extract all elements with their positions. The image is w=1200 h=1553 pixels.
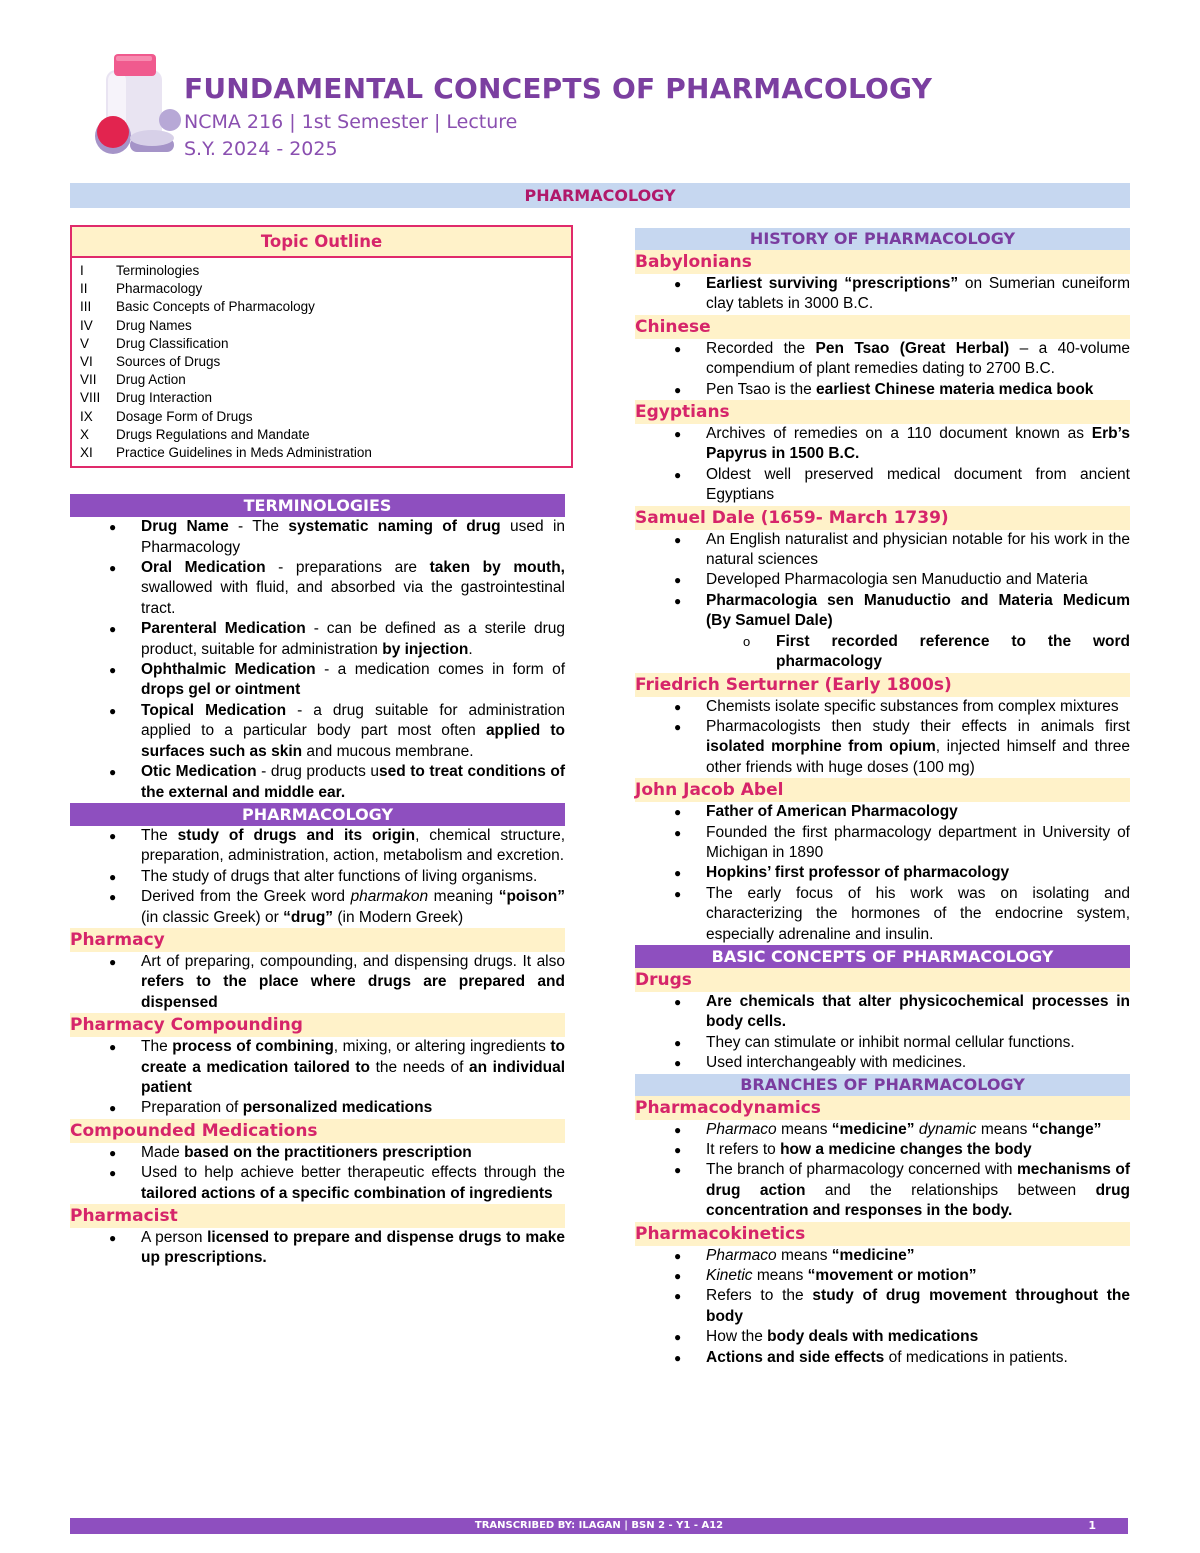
- text: the needs of: [370, 1058, 469, 1076]
- bold-text: taken by mouth,: [429, 559, 565, 577]
- bold-text: “change”: [1031, 1120, 1102, 1138]
- list-item: [635, 465, 1130, 506]
- outline-item-number: X: [80, 426, 90, 442]
- list-item: [635, 1266, 1130, 1286]
- bold-text: Topical Medication: [141, 701, 287, 719]
- bold-text: process of combining: [172, 1038, 334, 1056]
- list-item: [635, 274, 1130, 315]
- outline-item-number: XI: [80, 445, 93, 461]
- compounding-list: [70, 1037, 565, 1119]
- bold-text: how a medicine changes the body: [780, 1141, 1032, 1158]
- subsection-serturner: Friedrich Serturner (Early 1800s): [635, 673, 1130, 697]
- outline-item: [80, 298, 563, 316]
- list-item: [70, 660, 565, 701]
- outline-item-label: Drug Interaction: [116, 390, 213, 406]
- text: The: [141, 1038, 173, 1056]
- outline-item-number: I: [80, 263, 84, 278]
- topic-outline: [70, 225, 573, 468]
- text: Refers to the: [706, 1287, 813, 1305]
- list-item: [70, 1098, 565, 1118]
- text: Founded the first pharmacology department in University of Michigan in 1890: [706, 823, 1130, 861]
- subsection-john-jacob-abel: John Jacob Abel: [635, 778, 1130, 802]
- outline-item: [80, 262, 563, 280]
- list-item: [70, 826, 565, 867]
- bold-text: sed to treat conditions of the external and middle ear.: [141, 763, 565, 801]
- text: A person: [141, 1229, 208, 1247]
- subsection-egyptians: Egyptians: [635, 400, 1130, 424]
- bold-text: Drug Name: [141, 518, 229, 536]
- text: The branch of pharmacology concerned with: [706, 1161, 1017, 1179]
- bold-text: Are chemicals that alter physicochemical processes in body cells.: [706, 992, 1130, 1031]
- section-pharmacology: PHARMACOLOGY: [70, 803, 565, 826]
- list-item: [635, 591, 1130, 632]
- pharmacist-list: [70, 1228, 565, 1269]
- list-item: [635, 884, 1130, 945]
- outline-item-label: Basic Concepts of Pharmacology: [116, 299, 315, 315]
- outline-item-number: III: [80, 299, 92, 315]
- text: , mixing, or altering ingredients: [333, 1038, 551, 1056]
- school-year: S.Y. 2024 - 2025: [184, 138, 338, 160]
- compounded-list: [70, 1143, 565, 1204]
- bold-text: by injection: [382, 640, 469, 658]
- list-item: [635, 697, 1130, 717]
- text: Derived from the Greek word: [141, 888, 351, 906]
- outline-item-label: Practice Guidelines in Meds Administration: [116, 445, 372, 461]
- subsection-babylonians: Babylonians: [635, 250, 1130, 274]
- text: Oldest well preserved medical document from ancient Egyptians: [706, 465, 1130, 504]
- section-history: HISTORY OF PHARMACOLOGY: [635, 228, 1130, 250]
- list-item: [635, 1120, 1130, 1140]
- bold-text: earliest Chinese materia medica book: [816, 380, 1094, 398]
- outline-item-number: VIII: [80, 390, 101, 406]
- text: Art of preparing, compounding, and dispensing drugs. It also: [141, 952, 565, 970]
- bold-text: drops gel or ointment: [141, 681, 301, 699]
- list-item: [635, 717, 1130, 778]
- samuel-dale-list: [635, 530, 1130, 632]
- outline-item-number: IV: [80, 317, 93, 333]
- outline-item: [80, 444, 563, 462]
- document-title: FUNDAMENTAL CONCEPTS OF PHARMACOLOGY: [184, 72, 933, 105]
- pharmacodynamics-list: [635, 1120, 1130, 1222]
- outline-item-number: II: [80, 281, 88, 297]
- bold-text: Otic Medication: [141, 763, 257, 781]
- list-item: [70, 558, 565, 619]
- outline-item-label: Drug Action: [116, 372, 186, 388]
- text: - a drug suitable for administration applied to a particular body part most often: [141, 701, 565, 740]
- list-item: [635, 1327, 1130, 1347]
- bold-text: tailored actions of a specific combination of ingredients: [141, 1184, 553, 1202]
- text: - can be defined as a sterile drug product, suitable for administration: [141, 620, 565, 658]
- list-item: [70, 619, 565, 660]
- subsection-pharmacokinetics: Pharmacokinetics: [635, 1222, 1130, 1246]
- list-item: [635, 1033, 1130, 1053]
- outline-item: [80, 389, 563, 407]
- text: Pen Tsao is the: [706, 380, 817, 398]
- subsection-pharmacodynamics: Pharmacodynamics: [635, 1096, 1130, 1120]
- bold-text: Erb’s Papyrus in 1500 B.C.: [706, 425, 1130, 463]
- section-terminologies: TERMINOLOGIES: [70, 494, 565, 517]
- text: - a medication comes in form of: [315, 661, 566, 679]
- list-item: [635, 1053, 1130, 1073]
- bold-text: “poison”: [498, 888, 565, 906]
- text: Developed Pharmacologia sen Manuductio and Materia: [706, 571, 1088, 589]
- page-number: 1: [1088, 1519, 1096, 1532]
- italic-text: Kinetic: [706, 1267, 753, 1285]
- terminologies-list: [70, 517, 565, 803]
- bold-text: Oral Medication: [141, 559, 266, 577]
- bold-text: “drug”: [283, 908, 334, 926]
- text: of medications in patients.: [884, 1348, 1068, 1366]
- bold-text: applied to surfaces such as skin: [141, 722, 565, 760]
- outline-item: [80, 408, 563, 426]
- topic-outline-title: Topic Outline: [72, 227, 571, 258]
- abel-list: [635, 802, 1130, 945]
- bold-text: “medicine”: [831, 1120, 915, 1138]
- bold-text: Parenteral Medication: [141, 620, 306, 638]
- subsection-pharmacy-compounding: Pharmacy Compounding: [70, 1013, 565, 1037]
- text: (in classic Greek) or: [141, 908, 284, 926]
- text: means: [976, 1120, 1032, 1138]
- bold-text: “medicine”: [831, 1246, 915, 1264]
- bold-text: Actions and side effects: [706, 1348, 885, 1366]
- list-item: [635, 632, 1130, 673]
- list-item: [635, 570, 1130, 590]
- list-item: [635, 1348, 1130, 1368]
- text: The early focus of his work was on isolating and characterizing the hormones of the endocrine system, especially adrenaline and insulin.: [706, 884, 1130, 943]
- pharmacokinetics-list: [635, 1246, 1130, 1368]
- text: How the: [706, 1328, 768, 1346]
- bold-text: based on the practitioners prescription: [184, 1143, 472, 1161]
- section-branches: BRANCHES OF PHARMACOLOGY: [635, 1074, 1130, 1096]
- text: - The: [228, 518, 289, 536]
- text: Used interchangeably with medicines.: [706, 1054, 967, 1072]
- bold-text: mechanisms of drug action: [706, 1161, 1130, 1199]
- egyptians-list: [635, 424, 1130, 506]
- serturner-list: [635, 697, 1130, 779]
- bold-text: study of drug movement throughout the body: [706, 1287, 1131, 1325]
- text: The: [141, 826, 178, 844]
- subsection-samuel-dale: Samuel Dale (1659- March 1739): [635, 506, 1130, 530]
- list-item: [70, 867, 565, 887]
- outline-item: [80, 371, 563, 389]
- bold-text: refers to the place where drugs are prepared and dispensed: [141, 973, 565, 1011]
- chinese-list: [635, 339, 1130, 400]
- outline-item-label: Drug Names: [116, 317, 192, 333]
- text: An English naturalist and physician notable for his work in the natural sciences: [706, 530, 1130, 569]
- right-column: [635, 228, 1130, 1368]
- list-item: [70, 1228, 565, 1269]
- outline-item-label: Drugs Regulations and Mandate: [116, 426, 310, 442]
- text: The study of drugs that alter functions of living organisms.: [141, 867, 538, 885]
- text: used in Pharmacology: [141, 518, 566, 556]
- bold-text: drug concentration and responses in the body.: [706, 1181, 1130, 1220]
- italic-text: dynamic: [918, 1120, 977, 1138]
- bold-text: First recorded reference to the word pharmacology: [776, 632, 1130, 671]
- outline-item-label: Pharmacology: [116, 281, 203, 297]
- outline-item-label: Dosage Form of Drugs: [116, 408, 253, 424]
- text: meaning: [428, 888, 499, 906]
- bold-text: personalized medications: [242, 1099, 433, 1117]
- subsection-compounded-medications: Compounded Medications: [70, 1119, 565, 1143]
- text: swallowed with fluid, and absorbed via the gastrointestinal tract.: [141, 579, 565, 617]
- text: means: [776, 1120, 832, 1138]
- outline-item: [80, 317, 563, 335]
- pill-bottle-icon: [86, 48, 186, 158]
- bold-text: isolated morphine from opium: [706, 738, 936, 756]
- outline-item-label: Sources of Drugs: [116, 354, 221, 370]
- subsection-pharmacist: Pharmacist: [70, 1204, 565, 1228]
- list-item: [635, 1286, 1130, 1327]
- text: It refers to: [706, 1141, 781, 1158]
- course-subtitle: NCMA 216 | 1st Semester | Lecture: [184, 111, 518, 133]
- text: means: [752, 1267, 808, 1285]
- bold-text: an individual patient: [141, 1058, 565, 1096]
- text: and mucous membrane.: [302, 742, 474, 760]
- list-item: [70, 1143, 565, 1163]
- list-item: [70, 1037, 565, 1098]
- left-column: [70, 225, 565, 1269]
- outline-item-number: IX: [80, 408, 93, 424]
- page-footer: [70, 1518, 1128, 1534]
- italic-text: pharmakon: [350, 888, 429, 906]
- list-item: [70, 1163, 565, 1204]
- list-item: [635, 424, 1130, 465]
- text: Recorded the: [706, 339, 816, 357]
- main-section-banner: PHARMACOLOGY: [70, 183, 1130, 208]
- outline-item-label: Terminologies: [116, 263, 200, 278]
- subsection-pharmacy: Pharmacy: [70, 928, 565, 952]
- text: – a 40-volume compendium of plant remedies dating to 2700 B.C.: [706, 339, 1130, 378]
- list-item: [70, 762, 565, 803]
- list-item: [635, 992, 1130, 1033]
- list-item: [635, 530, 1130, 571]
- samuel-dale-sublist: [635, 632, 1130, 673]
- outline-item: [80, 353, 563, 371]
- bold-text: Father of American Pharmacology: [706, 803, 958, 821]
- text: Used to help achieve better therapeutic effects through the: [141, 1164, 565, 1182]
- outline-item-number: VII: [80, 372, 97, 388]
- text: - preparations are: [265, 559, 430, 577]
- bold-text: to create a medication tailored to: [141, 1038, 565, 1076]
- section-basic-concepts: BASIC CONCEPTS OF PHARMACOLOGY: [635, 945, 1130, 968]
- text: .: [468, 640, 473, 658]
- bold-text: Hopkins’ first professor of pharmacology: [706, 864, 1010, 882]
- topic-outline-list: [72, 258, 571, 466]
- bold-text: study of drugs and its origin: [177, 826, 416, 844]
- list-item: [70, 517, 565, 558]
- list-item: [635, 1246, 1130, 1266]
- bold-text: “movement or motion”: [807, 1267, 977, 1285]
- pharmacology-list: [70, 826, 565, 928]
- list-item: [635, 380, 1130, 400]
- text: , chemical structure, preparation, administration, action, metabolism and excretion.: [141, 826, 566, 865]
- text: , injected himself and three other friends with huge doses (100 mg): [706, 738, 1130, 776]
- pharmacy-list: [70, 952, 565, 1013]
- bold-text: Pharmacologia sen Manuductio and Materia Medicum (By Samuel Dale): [706, 591, 1130, 630]
- text: Made: [141, 1143, 185, 1161]
- footer-transcriber: TRANSCRIBED BY: ILAGAN | BSN 2 - Y1 - A12: [474, 1520, 724, 1531]
- text: (in Modern Greek): [333, 908, 464, 926]
- text: - drug products u: [256, 763, 379, 781]
- babylonians-list: [635, 274, 1130, 315]
- list-item: [635, 339, 1130, 380]
- bold-text: Ophthalmic Medication: [141, 661, 316, 679]
- outline-item: [80, 335, 563, 353]
- bold-text: Pen Tsao (Great Herbal): [815, 339, 1010, 357]
- list-item: [635, 802, 1130, 822]
- text: means: [776, 1246, 832, 1264]
- text: They can stimulate or inhibit normal cellular functions.: [706, 1033, 1075, 1051]
- bold-text: licensed to prepare and dispense drugs to make up prescriptions.: [141, 1229, 565, 1267]
- outline-item: [80, 426, 563, 444]
- list-item: [635, 1140, 1130, 1160]
- bold-text: systematic naming of drug: [288, 518, 501, 536]
- list-item: [70, 887, 565, 928]
- outline-item-label: Drug Classification: [116, 335, 229, 351]
- list-item: [635, 1160, 1130, 1221]
- list-item: [70, 952, 565, 1013]
- text: Archives of remedies on a 110 document known as: [706, 425, 1092, 443]
- list-item: [635, 863, 1130, 883]
- text: on Sumerian cuneiform clay tablets in 3000 B.C.: [706, 275, 1130, 313]
- italic-text: Pharmaco: [706, 1246, 777, 1264]
- text: Chemists isolate specific substances from complex mixtures: [706, 697, 1119, 715]
- outline-item-number: VI: [80, 354, 93, 370]
- drugs-list: [635, 992, 1130, 1074]
- bold-text: Earliest surviving “prescriptions”: [706, 275, 959, 292]
- subsection-chinese: Chinese: [635, 315, 1130, 339]
- italic-text: Pharmaco: [706, 1120, 777, 1138]
- bold-text: body deals with medications: [767, 1328, 979, 1346]
- text: and the relationships between: [805, 1181, 1096, 1199]
- text: Pharmacologists then study their effects in animals first: [706, 717, 1130, 735]
- outline-item-number: V: [80, 335, 90, 351]
- subsection-drugs: Drugs: [635, 968, 1130, 992]
- outline-item: [80, 280, 563, 298]
- list-item: [635, 823, 1130, 864]
- text: Preparation of: [141, 1099, 243, 1117]
- list-item: [70, 701, 565, 762]
